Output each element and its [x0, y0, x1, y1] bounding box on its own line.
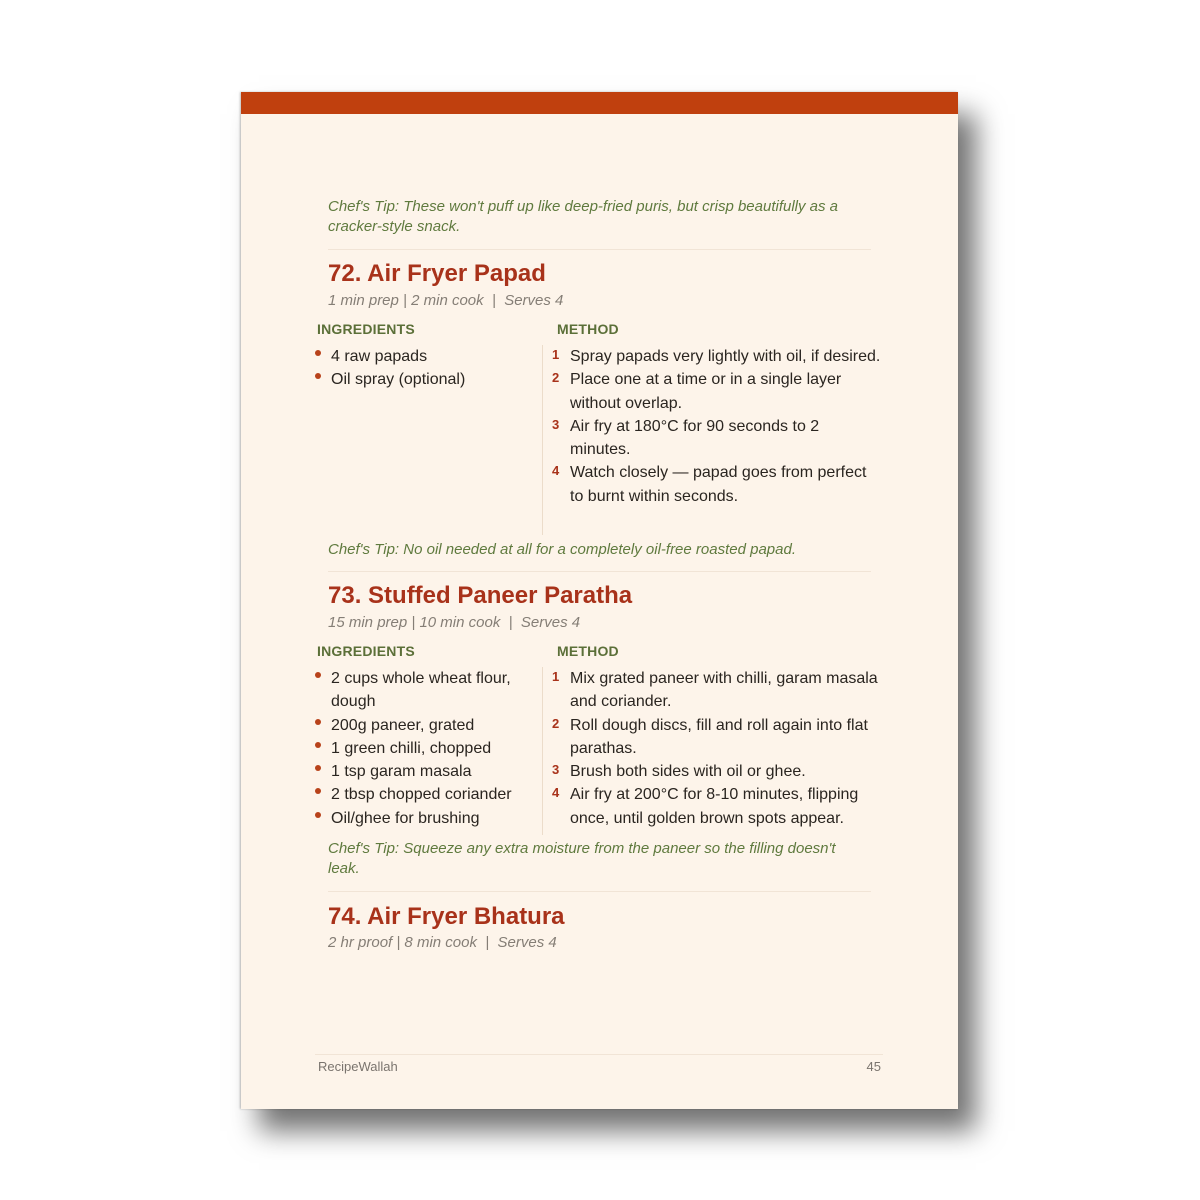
method-step: 2 Roll dough discs, fill and roll again into flat parathas.	[552, 715, 868, 757]
method-step: 1 Spray papads very lightly with oil, if desired.	[552, 347, 881, 365]
column-divider	[542, 345, 543, 535]
page-number: 45	[866, 1059, 881, 1074]
ingredient-item: 1 tsp garam masala	[315, 760, 535, 783]
ingredients-list-72	[315, 345, 535, 392]
chef-tip-73: Chef's Tip: Squeeze any extra moisture from the paneer so the filling doesn't leak.	[328, 840, 836, 877]
recipe-title-72: 72. Air Fryer Papad	[328, 260, 546, 287]
ingredient-item: 4 raw papads	[315, 345, 535, 368]
section-divider	[328, 891, 871, 892]
method-list-73	[552, 667, 882, 830]
method-step: 3 Air fry at 180°C for 90 seconds to 2 minutes.	[552, 416, 820, 459]
bullet-icon	[315, 812, 321, 818]
header-accent-bar	[241, 92, 958, 114]
ingredients-heading-73: INGREDIENTS	[317, 643, 415, 659]
method-step: 1 Mix grated paneer with chilli, garam masala and coriander.	[552, 669, 878, 711]
column-divider	[542, 667, 543, 835]
ingredient-item: 2 tbsp chopped coriander	[315, 783, 535, 806]
footer-brand: RecipeWallah	[318, 1059, 398, 1074]
section-divider	[328, 571, 871, 572]
bullet-icon	[315, 373, 321, 379]
method-step: 3 Brush both sides with oil or ghee.	[552, 762, 806, 781]
chef-tip-71: Chef's Tip: These won't puff up like deep-fried puris, but crisp beautifully as a cracker-style snack.	[328, 198, 839, 235]
method-heading-73: METHOD	[557, 643, 619, 659]
cookbook-page	[241, 92, 958, 1109]
method-list-72	[552, 345, 882, 508]
ingredient-item: Oil spray (optional)	[315, 368, 535, 391]
recipe-title-74: 74. Air Fryer Bhatura	[328, 903, 565, 930]
recipe-meta-73: 15 min prep | 10 min cook | Serves 4	[328, 614, 581, 631]
method-step: 2 Place one at a time or in a single layer without overlap.	[552, 370, 842, 412]
method-step: 4 Air fry at 200°C for 8-10 minutes, flipping once, until golden brown spots appear.	[552, 785, 859, 827]
ingredients-list-73	[315, 667, 535, 830]
ingredient-item: 200g paneer, grated	[315, 714, 535, 737]
bullet-icon	[315, 719, 321, 725]
bullet-icon	[315, 765, 321, 771]
bullet-icon	[315, 788, 321, 794]
bullet-icon	[315, 350, 321, 356]
chef-tip-72: Chef's Tip: No oil needed at all for a completely oil-free roasted papad.	[328, 541, 796, 558]
ingredient-item: 2 cups whole wheat flour, dough	[315, 667, 535, 714]
bullet-icon	[315, 742, 321, 748]
method-heading-72: METHOD	[557, 321, 619, 337]
ingredients-heading-72: INGREDIENTS	[317, 321, 415, 337]
method-step: 4 Watch closely — papad goes from perfect to burnt within seconds.	[552, 463, 867, 505]
ingredient-item: Oil/ghee for brushing	[315, 807, 535, 830]
recipe-meta-74: 2 hr proof | 8 min cook | Serves 4	[328, 934, 557, 951]
ingredient-item: 1 green chilli, chopped	[315, 737, 535, 760]
bullet-icon	[315, 672, 321, 678]
section-divider	[328, 249, 871, 250]
recipe-meta-72: 1 min prep | 2 min cook | Serves 4	[328, 292, 564, 309]
footer-divider	[315, 1054, 883, 1055]
recipe-title-73: 73. Stuffed Paneer Paratha	[328, 582, 633, 609]
